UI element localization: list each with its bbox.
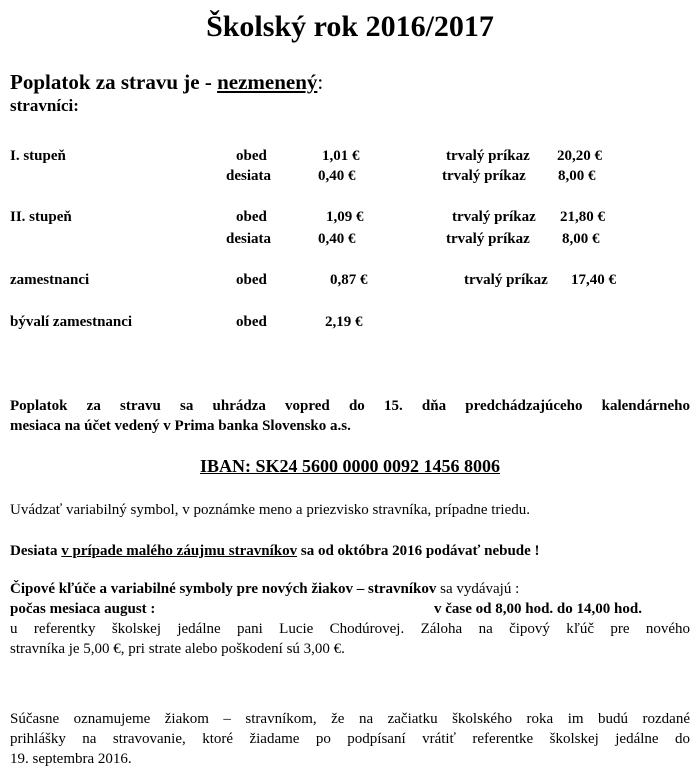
order-label: trvalý príkaz <box>442 168 526 184</box>
meal-label: desiata <box>226 231 271 247</box>
fee-heading-emphasis: nezmenený <box>217 70 318 94</box>
meal-label: obed <box>236 148 267 164</box>
order-label: trvalý príkaz <box>446 231 530 247</box>
payment-note <box>10 396 690 436</box>
meal-price: 1,01 € <box>322 148 360 164</box>
fee-heading-suffix: : <box>317 70 324 94</box>
chip-note-heading-rest: sa vydávajú : <box>436 581 520 597</box>
order-amount: 20,20 € <box>557 148 602 164</box>
closing-note-line: 19. septembra 2016. <box>10 751 132 767</box>
payment-note-line: mesiaca na účet vedený v Prima banka Slovensko a.s. <box>10 418 351 434</box>
closing-note-line: prihlášky na stravovanie, ktoré žiadame po podpísaní vrátiť referentke školskej jedálne do <box>10 731 690 747</box>
closing-note-line: Súčasne oznamujeme žiakom – stravníkom, že na začiatku školského roka im budú rozdané <box>10 711 690 727</box>
iban: IBAN: SK24 5600 0000 0092 1456 8006 <box>199 456 500 476</box>
snack-note-underlined: v prípade malého záujmu stravníkov <box>61 543 298 559</box>
diners-label: stravníci: <box>10 96 79 115</box>
order-amount: 8,00 € <box>562 231 600 247</box>
order-label: trvalý príkaz <box>446 148 530 164</box>
group-name: bývalí zamestnanci <box>10 314 133 330</box>
period-label: počas mesiaca august : <box>10 601 156 617</box>
chip-note-line: u referentky školskej jedálne pani Lucie Chodúrovej. Záloha na čipový kľúč pre nového <box>10 621 690 637</box>
snack-note <box>10 541 690 561</box>
chip-note-heading-bold: Čipové kľúče a variabilné symboly pre nových žiakov – stravníkov <box>10 581 437 597</box>
meal-label: obed <box>236 314 267 330</box>
variable-symbol-note: Uvádzať variabilný symbol, v poznámke meno a priezvisko stravníka, prípadne triedu. <box>10 502 531 518</box>
snack-note-part: Desiata <box>10 543 62 559</box>
meal-label: obed <box>236 209 267 225</box>
page-title: Školský rok 2016/2017 <box>206 10 494 43</box>
chip-note <box>10 579 690 659</box>
group-name: I. stupeň <box>10 148 66 164</box>
group-name: II. stupeň <box>10 209 72 225</box>
payment-note-line: Poplatok za stravu sa uhrádza vopred do 15. dňa predchádzajúceho kalendárneho <box>10 398 690 414</box>
group-name: zamestnanci <box>10 272 90 288</box>
snack-note-part: sa od októbra 2016 podávať nebude ! <box>297 543 540 559</box>
meal-label: obed <box>236 272 267 288</box>
meal-price: 1,09 € <box>326 209 364 225</box>
order-amount: 21,80 € <box>560 209 605 225</box>
order-label: trvalý príkaz <box>452 209 536 225</box>
fee-heading-prefix: Poplatok za stravu je - <box>10 70 218 94</box>
meal-price: 2,19 € <box>325 314 363 330</box>
fee-heading <box>10 70 323 95</box>
meal-label: desiata <box>226 168 271 184</box>
chip-note-line: stravníka je 5,00 €, pri strate alebo poškodení sú 3,00 €. <box>10 641 345 657</box>
chip-note-heading <box>10 579 690 599</box>
meal-price: 0,40 € <box>318 168 356 184</box>
meal-price: 0,40 € <box>318 231 356 247</box>
time-label: v čase od 8,00 hod. do 14,00 hod. <box>434 601 642 617</box>
order-label: trvalý príkaz <box>464 272 548 288</box>
order-amount: 8,00 € <box>558 168 596 184</box>
chip-note-period-row <box>10 599 690 619</box>
meal-price: 0,87 € <box>330 272 368 288</box>
order-amount: 17,40 € <box>571 272 616 288</box>
closing-note <box>10 709 690 769</box>
